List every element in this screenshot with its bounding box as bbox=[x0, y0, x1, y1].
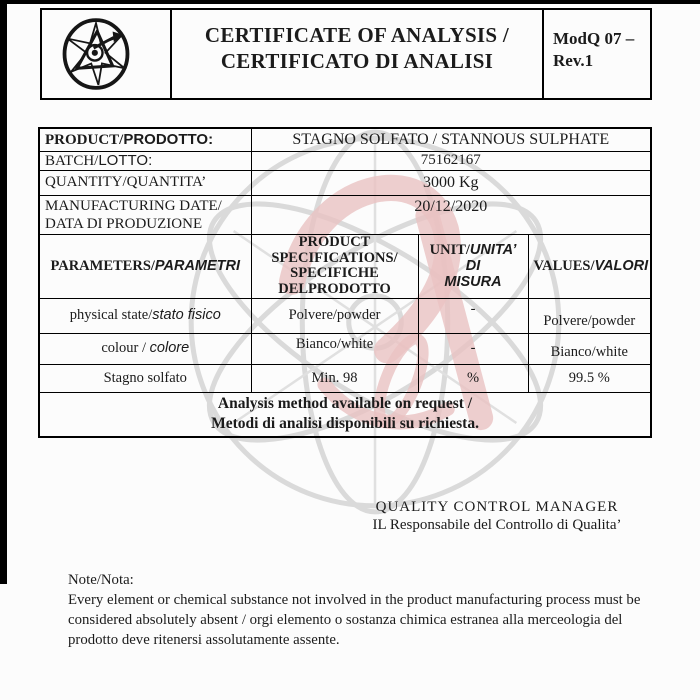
table-row bbox=[39, 392, 651, 437]
analysis-method-note: Analysis method available on request / Metodi di analisi disponibili su richiesta. bbox=[39, 392, 651, 437]
spec-colour: Bianco/white bbox=[251, 333, 418, 364]
document-code bbox=[544, 10, 650, 98]
table-row bbox=[39, 170, 651, 195]
note-body-line: prodotto deve ritenersi assolutamente assente. bbox=[68, 632, 340, 648]
product-value: STAGNO SOLFATO / STANNOUS SULPHATE bbox=[251, 128, 651, 151]
column-header-parameters: PARAMETERS/PARAMETRI bbox=[39, 234, 251, 298]
value-physical-state: Polvere/powder bbox=[528, 298, 651, 333]
doc-code-line-2: Rev.1 bbox=[553, 51, 594, 70]
value-colour: Bianco/white bbox=[528, 333, 651, 364]
scan-artifact-top bbox=[0, 0, 700, 4]
param-colour: colour / colore bbox=[39, 333, 251, 364]
table-row bbox=[39, 128, 651, 151]
table-row bbox=[39, 333, 651, 364]
certificate-table bbox=[38, 127, 652, 438]
table-header-row bbox=[39, 234, 651, 298]
table-row bbox=[39, 298, 651, 333]
value-stagno-solfato: 99.5 % bbox=[528, 364, 651, 392]
table-row bbox=[39, 151, 651, 170]
spec-physical-state: Polvere/powder bbox=[251, 298, 418, 333]
note-body-line: considered absolutely absent / orgi elemento o sostanza chimica estranea alla merceologia del bbox=[68, 612, 623, 628]
spec-stagno-solfato: Min. 98 bbox=[251, 364, 418, 392]
manufacturing-date-label: MANUFACTURING DATE/ DATA DI PRODUZIONE bbox=[39, 195, 251, 234]
quantity-label: QUANTITY/QUANTITA’ bbox=[39, 170, 251, 195]
scan-artifact-left bbox=[0, 0, 7, 584]
column-header-values: VALUES/VALORI bbox=[528, 234, 651, 298]
note-section bbox=[68, 570, 658, 650]
column-header-unit: UNIT/UNITA’ DI MISURA bbox=[418, 234, 528, 298]
batch-label: BATCH/LOTTO: bbox=[39, 151, 251, 170]
signature-block bbox=[332, 499, 662, 535]
product-label: PRODUCT/PRODOTTO: bbox=[39, 128, 251, 151]
note-body-line: Every element or chemical substance not involved in the product manufacturing process must be bbox=[68, 592, 641, 608]
note-title: Note/Nota: bbox=[68, 572, 134, 588]
signature-role-it: IL Responsabile del Controllo di Qualita’ bbox=[372, 517, 622, 533]
atom-star-logo-icon bbox=[58, 16, 134, 92]
signature-role-en: QUALITY CONTROL MANAGER bbox=[375, 499, 619, 515]
logo-cell bbox=[42, 10, 170, 98]
param-physical-state: physical state/stato fisico bbox=[39, 298, 251, 333]
manufacturing-date-value: 20/12/2020 bbox=[251, 195, 651, 234]
document-header bbox=[40, 8, 652, 100]
unit-colour: - bbox=[418, 333, 528, 364]
document-title bbox=[170, 10, 544, 98]
column-header-specifications: PRODUCT SPECIFICATIONS/ SPECIFICHE DELPRODOTTO bbox=[251, 234, 418, 298]
table-row bbox=[39, 195, 651, 234]
batch-value: 75162167 bbox=[251, 151, 651, 170]
param-stagno-solfato: Stagno solfato bbox=[39, 364, 251, 392]
quantity-value: 3000 Kg bbox=[251, 170, 651, 195]
table-row bbox=[39, 364, 651, 392]
title-line-1: CERTIFICATE OF ANALYSIS / bbox=[204, 23, 510, 47]
unit-physical-state: - bbox=[418, 298, 528, 333]
title-line-2: CERTIFICATO DI ANALISI bbox=[220, 49, 494, 73]
doc-code-line-1: ModQ 07 – bbox=[553, 29, 635, 48]
unit-stagno-solfato: % bbox=[418, 364, 528, 392]
